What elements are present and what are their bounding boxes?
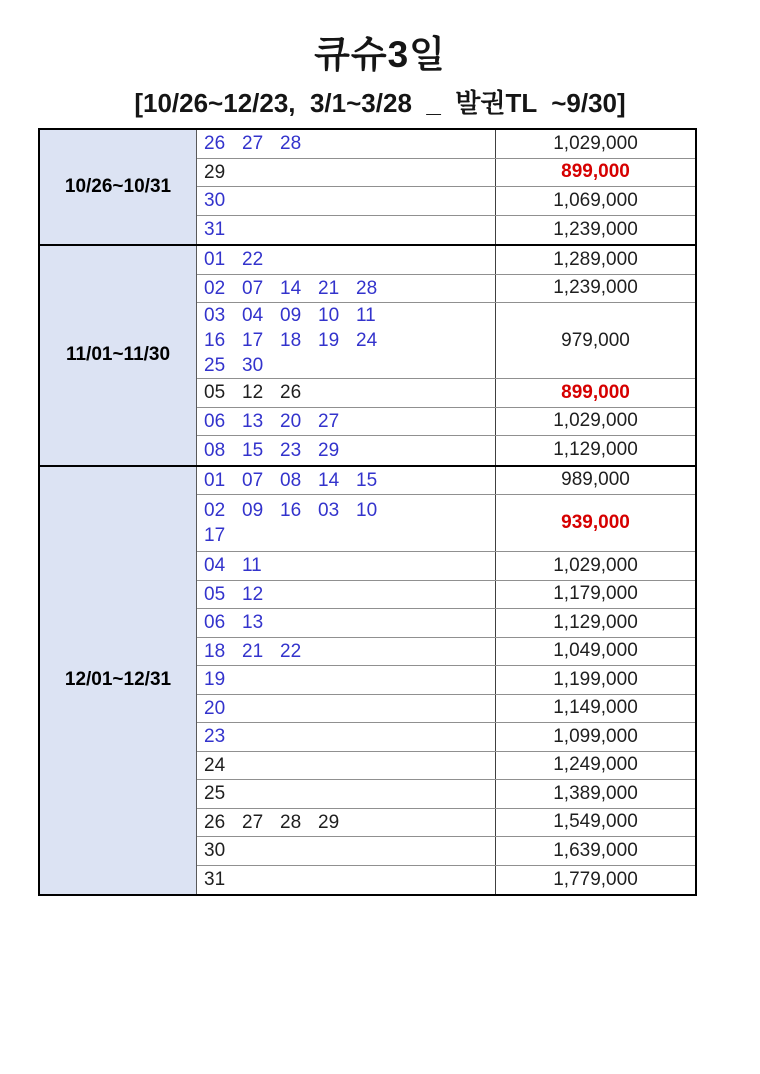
date-value: 01 (204, 249, 226, 271)
date-value: 02 (204, 500, 226, 521)
date-value: 26 (204, 811, 226, 833)
group-rows (197, 467, 695, 895)
price-value: 1,239,000 (495, 275, 695, 303)
price-value: 1,549,000 (495, 809, 695, 837)
dates-cell (197, 837, 495, 865)
price-value: 1,029,000 (495, 130, 695, 158)
dates-cell (197, 436, 495, 465)
date-value: 18 (280, 330, 302, 351)
date-value: 27 (242, 811, 264, 833)
group-label: 11/01~11/30 (40, 246, 197, 465)
dates-cell (197, 408, 495, 436)
group-rows (197, 130, 695, 244)
date-line (204, 217, 495, 242)
date-value: 20 (280, 410, 302, 432)
table-group (40, 130, 695, 246)
table-row (197, 379, 695, 408)
table-row (197, 638, 695, 667)
date-value: 28 (280, 133, 302, 155)
date-value: 02 (204, 277, 226, 299)
date-value: 03 (204, 305, 226, 326)
date-value: 22 (280, 640, 302, 662)
date-value: 12 (242, 382, 264, 404)
table-row (197, 130, 695, 159)
price-value: 1,199,000 (495, 666, 695, 694)
date-value: 17 (242, 330, 264, 351)
table-row (197, 723, 695, 752)
price-value: 1,389,000 (495, 780, 695, 808)
dates-cell (197, 638, 495, 666)
date-value: 12 (242, 583, 264, 605)
dates-cell (197, 752, 495, 780)
price-table (38, 128, 697, 896)
date-line (204, 353, 495, 378)
table-row (197, 303, 695, 379)
date-value: 16 (280, 500, 302, 521)
table-row (197, 187, 695, 216)
date-line (204, 498, 495, 523)
group-rows (197, 246, 695, 465)
dates-cell (197, 467, 495, 495)
dates-cell (197, 275, 495, 303)
dates-cell (197, 552, 495, 580)
date-line (204, 810, 495, 835)
date-line (204, 753, 495, 778)
table-row (197, 809, 695, 838)
date-value: 21 (242, 640, 264, 662)
date-value: 19 (204, 669, 226, 691)
group-label: 10/26~10/31 (40, 130, 197, 244)
date-value: 23 (280, 439, 302, 461)
table-row (197, 408, 695, 437)
date-value: 27 (318, 410, 340, 432)
dates-cell (197, 809, 495, 837)
date-line (204, 380, 495, 405)
price-value: 1,129,000 (495, 609, 695, 637)
page-subtitle: [10/26~12/23, 3/1~3/28 _ 발권TL ~9/30] (134, 88, 626, 118)
date-line (204, 468, 495, 493)
date-value: 25 (204, 783, 226, 805)
date-line (204, 610, 495, 635)
date-value: 11 (242, 555, 262, 577)
date-line (204, 328, 495, 353)
table-row (197, 275, 695, 304)
date-value: 13 (242, 410, 264, 432)
date-value: 04 (242, 305, 264, 326)
page-title: 큐슈3일 (314, 34, 446, 75)
date-line (204, 523, 495, 548)
date-line (204, 639, 495, 664)
date-line (204, 667, 495, 692)
date-value: 27 (242, 133, 264, 155)
dates-cell (197, 187, 495, 215)
date-value: 25 (204, 355, 226, 376)
date-value: 04 (204, 555, 226, 577)
date-value: 28 (280, 811, 302, 833)
date-line (204, 838, 495, 863)
dates-cell (197, 130, 495, 158)
date-value: 30 (242, 355, 264, 376)
date-value: 14 (280, 277, 302, 299)
price-value: 1,639,000 (495, 837, 695, 865)
date-value: 26 (280, 382, 302, 404)
date-value: 05 (204, 382, 226, 404)
price-value: 1,029,000 (495, 552, 695, 580)
date-line (204, 188, 495, 213)
price-value: 1,149,000 (495, 695, 695, 723)
date-value: 22 (242, 249, 264, 271)
date-value: 26 (204, 133, 226, 155)
date-line (204, 867, 495, 892)
date-value: 08 (204, 439, 226, 461)
table-row (197, 495, 695, 552)
date-value: 14 (318, 469, 340, 491)
price-value: 899,000 (495, 379, 695, 407)
table-row (197, 246, 695, 275)
price-value: 1,779,000 (495, 866, 695, 895)
group-label: 12/01~12/31 (40, 467, 197, 895)
dates-cell (197, 666, 495, 694)
date-line (204, 409, 495, 434)
date-value: 01 (204, 469, 226, 491)
date-line (204, 276, 495, 301)
price-value: 989,000 (495, 467, 695, 495)
date-value: 15 (356, 469, 378, 491)
dates-cell (197, 159, 495, 187)
date-value: 28 (356, 277, 378, 299)
dates-cell (197, 581, 495, 609)
price-value: 939,000 (495, 495, 695, 551)
price-value: 1,099,000 (495, 723, 695, 751)
table-row (197, 752, 695, 781)
table-row (197, 866, 695, 895)
table-row (197, 695, 695, 724)
date-value: 31 (204, 219, 226, 241)
date-value: 09 (280, 305, 302, 326)
date-value: 29 (318, 811, 340, 833)
date-value: 30 (204, 190, 226, 212)
dates-cell (197, 495, 495, 551)
table-group (40, 467, 695, 895)
table-row (197, 436, 695, 465)
date-line (204, 553, 495, 578)
price-value: 979,000 (495, 303, 695, 378)
table-row (197, 467, 695, 496)
date-line (204, 724, 495, 749)
dates-cell (197, 379, 495, 407)
table-row (197, 581, 695, 610)
date-value: 30 (204, 840, 226, 862)
dates-cell (197, 866, 495, 895)
dates-cell (197, 216, 495, 245)
date-value: 07 (242, 469, 264, 491)
dates-cell (197, 723, 495, 751)
date-value: 20 (204, 697, 226, 719)
date-value: 13 (242, 612, 264, 634)
date-value: 15 (242, 439, 264, 461)
date-value: 03 (318, 500, 340, 521)
date-line (204, 131, 495, 156)
table-row (197, 666, 695, 695)
date-value: 11 (356, 305, 376, 326)
date-line (204, 303, 495, 328)
date-value: 31 (204, 869, 226, 891)
date-value: 18 (204, 640, 226, 662)
dates-cell (197, 780, 495, 808)
price-value: 1,069,000 (495, 187, 695, 215)
price-value: 899,000 (495, 159, 695, 187)
date-value: 21 (318, 277, 340, 299)
date-value: 29 (204, 161, 226, 183)
date-value: 06 (204, 612, 226, 634)
price-value: 1,179,000 (495, 581, 695, 609)
table-group (40, 246, 695, 467)
date-value: 07 (242, 277, 264, 299)
table-row (197, 159, 695, 188)
table-row (197, 216, 695, 245)
price-value: 1,129,000 (495, 436, 695, 465)
table-row (197, 552, 695, 581)
date-value: 10 (318, 305, 340, 326)
date-value: 08 (280, 469, 302, 491)
price-value: 1,249,000 (495, 752, 695, 780)
dates-cell (197, 303, 495, 378)
date-value: 05 (204, 583, 226, 605)
date-line (204, 438, 495, 463)
price-value: 1,239,000 (495, 216, 695, 245)
date-value: 16 (204, 330, 226, 351)
table-row (197, 837, 695, 866)
date-line (204, 696, 495, 721)
date-value: 24 (356, 330, 378, 351)
table-row (197, 780, 695, 809)
date-value: 09 (242, 500, 264, 521)
price-value: 1,049,000 (495, 638, 695, 666)
dates-cell (197, 695, 495, 723)
date-value: 10 (356, 500, 378, 521)
table-row (197, 609, 695, 638)
date-value: 23 (204, 726, 226, 748)
dates-cell (197, 609, 495, 637)
date-value: 29 (318, 439, 340, 461)
date-value: 17 (204, 525, 226, 546)
date-value: 24 (204, 754, 226, 776)
price-value: 1,289,000 (495, 246, 695, 274)
date-line (204, 781, 495, 806)
date-value: 19 (318, 330, 340, 351)
date-line (204, 247, 495, 272)
price-value: 1,029,000 (495, 408, 695, 436)
date-line (204, 160, 495, 185)
date-line (204, 582, 495, 607)
dates-cell (197, 246, 495, 274)
date-value: 06 (204, 410, 226, 432)
